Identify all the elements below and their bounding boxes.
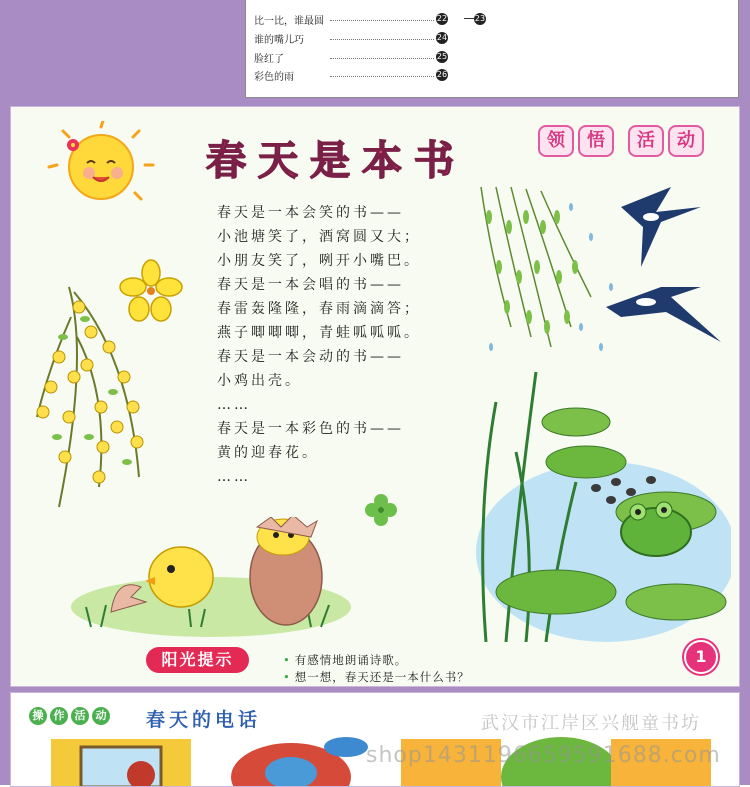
poem-line: 小朋友笑了，咧开小嘴巴。 [217,253,421,269]
lesson-title: 春天是本书 [206,137,466,184]
toc-leader [330,20,434,21]
poem-line: 春天是一本会唱的书—— [217,277,404,293]
poem-line: 春天是一本会笑的书—— [217,205,404,221]
table-of-contents [245,0,739,98]
toc-row[interactable] [254,31,484,46]
sunshine-tip-label: 阳光提示 [146,647,249,673]
toc-row[interactable] [254,12,484,27]
tag-char: 操 [29,707,47,725]
toc-row[interactable] [254,68,484,83]
poem-text [217,201,477,489]
bullet-icon: • [283,670,291,684]
sun-illustration [41,121,161,211]
toc-title: 彩色的雨 [254,72,294,83]
badge-char: 悟 [578,125,614,157]
watermark-shop-url: shop1431196659591688.com [366,743,721,768]
next-lesson-title: 春天的电话 [146,709,262,731]
jasmine-branch-illustration [29,277,179,517]
poem-line: …… [217,469,251,485]
pond-frog-illustration [466,362,731,642]
lesson-page [10,106,740,687]
badge-char: 领 [538,125,574,157]
poem-line: 黄的迎春花。 [217,445,319,461]
operation-activity-tag [29,707,110,725]
page-number-badge: 1 [684,640,718,674]
toc-title: 比一比，谁最圆 [254,16,324,27]
willow-swallows-illustration [471,177,731,367]
poem-line: 春天是一本彩色的书—— [217,421,404,437]
toc-leader [330,58,434,59]
poem-line: 燕子唧唧唧，青蛙呱呱呱。 [217,325,421,341]
tag-char: 活 [71,707,89,725]
badge-char: 动 [668,125,704,157]
bullet-icon: • [283,653,291,667]
tip-notes [283,652,470,686]
toc-title: 谁的嘴儿巧 [254,35,304,46]
toc-page-number: 25 [436,52,448,61]
next-page-preview [10,692,740,787]
toc-leader [330,76,434,77]
tip-note-text: 想一想，春天还是一本什么书？ [294,670,470,684]
poem-line: 春雷轰隆隆，春雨滴滴答； [217,301,421,317]
toc-page-number: 22 [436,14,448,23]
poem-line: …… [217,397,251,413]
activity-badge [538,125,704,157]
toc-range-dash [464,18,474,19]
toc-page-number: 24 [436,33,448,42]
toc-page-number-end: 23 [474,14,486,23]
chicks-hatching-illustration [71,517,351,637]
poem-line: 春天是一本会动的书—— [217,349,404,365]
toc-title: 脸红了 [254,54,284,65]
badge-char: 活 [628,125,664,157]
tag-char: 动 [92,707,110,725]
toc-row[interactable] [254,50,484,65]
clover-illustration [363,492,399,528]
watermark-shop-name: 武汉市江岸区兴舰童书坊 [481,713,701,734]
poem-line: 小池塘笑了，酒窝圆又大； [217,229,421,245]
tag-char: 作 [50,707,68,725]
tip-note [283,652,470,669]
toc-page-number: 26 [436,70,448,79]
tip-note-text: 有感情地朗诵诗歌。 [294,653,408,667]
tip-note [283,669,470,686]
toc-leader [330,39,434,40]
badge-gap [618,125,624,153]
poem-line: 小鸡出壳。 [217,373,302,389]
